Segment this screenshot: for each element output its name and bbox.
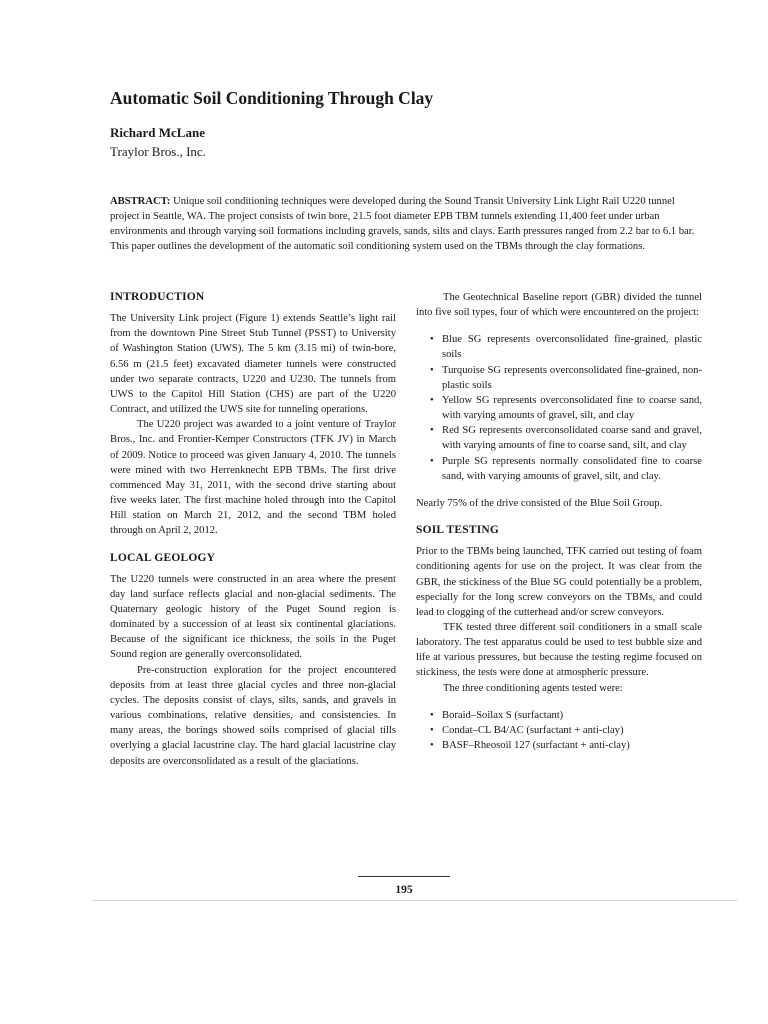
list-item: • Blue SG represents overconsolidated fine-grained, plastic soils [430, 332, 702, 362]
list-item: • Condat–CL B4/AC (surfactant + anti-clay) [430, 723, 702, 738]
introduction-heading: INTRODUCTION [110, 291, 205, 303]
conditioning-agent-list [416, 708, 702, 753]
list-item: • Yellow SG represents overconsolidated fine to coarse sand, with varying amounts of gravel, silt, and clay [430, 393, 702, 423]
gbr-summary-paragraph: Nearly 75% of the drive consisted of the Blue Soil Group. [416, 497, 663, 509]
soil-testing-paragraph-3: The three conditioning agents tested were: [443, 682, 623, 694]
page-edge-line [92, 900, 738, 901]
soil-testing-heading: SOIL TESTING [416, 524, 500, 537]
list-item: • Red SG represents overconsolidated coarse sand and gravel, with varying amounts of fine to coarse sand, silt, and clay [430, 423, 702, 453]
soil-group-list [416, 332, 702, 484]
soil-testing-paragraph-2: TFK tested three different soil conditioners in a small scale laboratory. The test apparatus could be used to test bubble size and life at various pressures, but because the testing regime focused on stickiness, the tests were done at atmospheric pressure. [416, 621, 702, 679]
list-item: • Purple SG represents normally consolidated fine to coarse sand, with varying amounts of gravel, silt, and clay. [430, 454, 702, 484]
abstract [110, 194, 698, 254]
list-item: • Boraid–Soilax S (surfactant) [430, 708, 702, 723]
local-geology-heading: LOCAL GEOLOGY [110, 551, 216, 564]
soil-testing-paragraph-1: Prior to the TBMs being launched, TFK carried out testing of foam conditioning agents for use on the project. It was clear from the GBR, the stickiness of the Blue SG could potentially be a problem, especially for the long screw conveyors on the TBMs, and could lead to clogging of the cutterhead and/or screw conveyors. [416, 546, 702, 618]
abstract-label: ABSTRACT: [110, 196, 171, 207]
list-item: • Turquoise SG represents overconsolidated fine-grained, non-plastic soils [430, 363, 702, 393]
introduction-paragraph-1: The University Link project (Figure 1) extends Seattle’s light rail from the downtown Pine Street Stub Tunnel (PSST) to University of Washington Station (UWS). The 5 km (3.15 mi) of twin-bore, 6.56 m (21.5 feet) excavated diameter tunnels were constructed under two separate contracts, U220 and U230. The tunnels from UWS to the Capitol Hill Station (CHS) are part of the U220 Contract, and utilized the UWS site for tunneling operations. [110, 313, 396, 416]
gbr-intro-paragraph: The Geotechnical Baseline report (GBR) divided the tunnel into five soil types, four of which were encountered on the project: [416, 292, 702, 319]
local-geology-paragraph-2: Pre-construction exploration for the project encountered deposits from at least three glacial cycles and three non-glacial cycles. The deposits consist of clays, silts, sands, and gravels in various combinations, relative densities, and consistencies. In many areas, the borings showed soils comprised of glacial tills overlying a glacial lacustrine clay. The hard glacial lacustrine clay deposits are overconsolidated as a result of the glaciations. [110, 664, 396, 767]
list-item: • BASF–Rheosoil 127 (surfactant + anti-clay) [430, 738, 702, 753]
introduction-paragraph-2: The U220 project was awarded to a joint venture of Traylor Bros., Inc. and Frontier-Kemper Constructors (TFK JV) in March of 2009. Notice to proceed was given January 4, 2010. The tunnels were mined with two Herrenknecht EPB TBMs. The first drive commenced May 31, 2011, with the second drive starting about five weeks later. The first machine holed through into the Capitol Hill station on March 21, 2012, and the second TBM holed through on April 2, 2012. [110, 419, 396, 537]
abstract-text: Unique soil conditioning techniques were developed during the Sound Transit University Link Light Rail U220 tunnel project in Seattle, WA. The project consists of twin bore, 21.5 foot diameter EPB TBM tunnels extending 11,400 feet under urban environments and through varying soil formations including gravels, sands, silts and clays. Earth pressures ranged from 2.2 bar to 6.1 bar. This paper outlines the development of the automatic soil conditioning system used on the TBMs through the clay formations. [110, 196, 695, 253]
page-number: 195 [395, 884, 413, 896]
right-column [416, 290, 702, 765]
left-column [110, 290, 396, 769]
paper-title: Automatic Soil Conditioning Through Clay [110, 88, 434, 108]
author-name: Richard McLane [110, 125, 205, 140]
footer-rule [358, 876, 450, 877]
local-geology-paragraph-1: The U220 tunnels were constructed in an area where the present day land surface reflects glacial and non-glacial sediments. The Quaternary geologic history of the Puget Sound region is dominated by a succession of at least six continental glaciations. Because of the significant ice thickness, the soils in the Puget Sound region are generally overconsolidated. [110, 573, 396, 661]
author-affiliation: Traylor Bros., Inc. [110, 144, 206, 159]
